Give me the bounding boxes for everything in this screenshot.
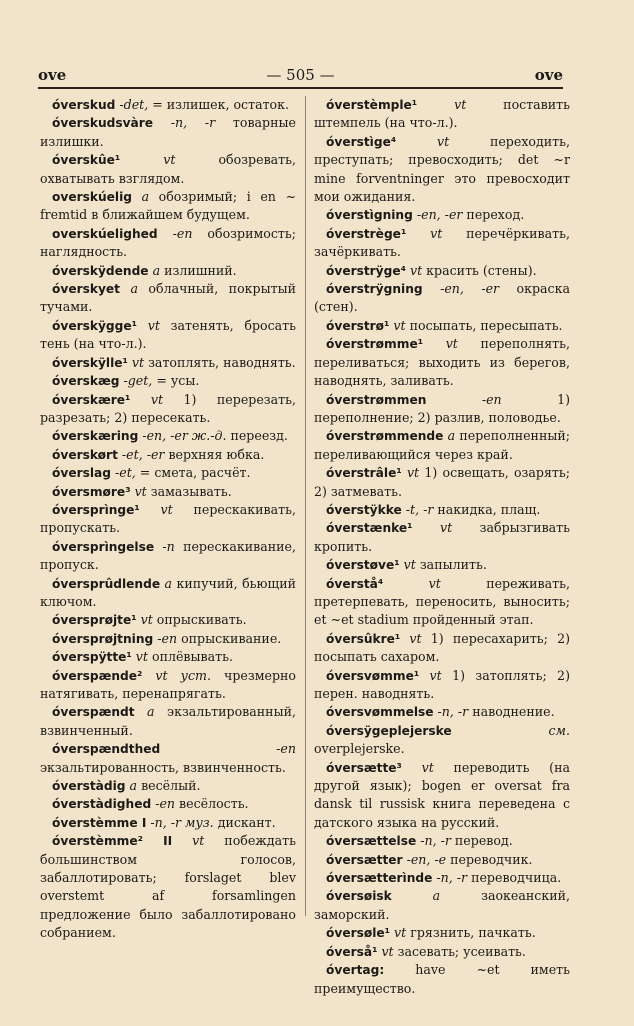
dictionary-entry: [40, 188, 296, 225]
entry-translation: забрызгивать кропить.: [314, 520, 570, 554]
entry-headword: óversættelse: [326, 834, 417, 849]
dictionary-entry: [40, 483, 296, 501]
entry-translation: переживать, претерпевать, переносить, выносить; et ~et stadium пройденный этап.: [314, 575, 570, 628]
entry-headword: óversprøjtning: [52, 631, 154, 646]
entry-grammar: a: [432, 888, 441, 904]
dictionary-entry: [314, 832, 570, 850]
entry-headword: óverskÿdende: [52, 263, 149, 278]
entry-translation: экзальтированность, взвинченность.: [40, 759, 286, 775]
dictionary-entry: [40, 832, 296, 942]
dictionary-entry: [314, 667, 570, 704]
entry-grammar: vt: [192, 833, 205, 849]
entry-translation: 1) переполнение; 2) разлив, половодье.: [314, 391, 570, 425]
dictionary-entry: [314, 630, 570, 667]
entry-grammar: vt: [429, 667, 442, 683]
entry-grammar: vt: [436, 133, 450, 149]
entry-headword: óversÿgeplejerske: [326, 723, 452, 738]
entry-headword: óverstrÿge⁴: [326, 263, 406, 278]
dictionary-entry: [314, 317, 570, 335]
entry-grammar: vt: [403, 557, 416, 573]
entry-headword: óverstìge⁴: [326, 134, 397, 149]
entry-headword: óversøisk: [326, 889, 392, 904]
entry-translation: переводить (на другой язык); bogen er oversat fra dansk til russisk книга переведена с датского языка на русский.: [314, 759, 570, 830]
entry-translation: поставить штемпель (на что-л.).: [314, 97, 570, 131]
entry-translation: верхняя юбка.: [164, 446, 265, 462]
entry-headword: óverstrège¹: [326, 226, 407, 241]
entry-translation: запылить.: [415, 557, 487, 573]
entry-translation: 1) перерезать, разрезать; 2) пересекать.: [40, 391, 296, 425]
dictionary-entry: [314, 206, 570, 224]
dictionary-entry: [314, 225, 570, 262]
entry-headword: óverskørt: [52, 447, 118, 462]
entry-translation: = усы.: [152, 373, 200, 389]
entry-translation: заокеанский, заморский.: [314, 888, 570, 922]
entry-translation: товарные излишки.: [40, 115, 296, 149]
dictionary-entry: [40, 648, 296, 666]
entry-grammar: -en, -er: [416, 207, 463, 223]
entry-grammar: vt: [131, 354, 145, 370]
entry-grammar: vt: [409, 630, 422, 646]
entry-translation: грязнить, пачкать.: [406, 925, 536, 941]
entry-grammar: -t, -r: [405, 501, 434, 517]
entry-translation: переполнять, переливаться; выходить из берегов, наводнять, заливать.: [314, 336, 570, 389]
entry-headword: óversûkre¹: [326, 631, 401, 646]
entry-headword: óversprìngelse: [52, 539, 155, 554]
entry-translation: опрыскивать.: [152, 612, 247, 628]
entry-translation: обозревать, охватывать взглядом.: [40, 152, 296, 186]
entry-grammar: vt: [421, 759, 434, 775]
entry-grammar: vt: [163, 152, 176, 168]
entry-translation: have ~et иметь преимущество.: [314, 962, 570, 996]
header-right-guideword: ove: [534, 66, 563, 84]
dictionary-entry: [314, 464, 570, 501]
dictionary-entry: [40, 114, 296, 151]
dictionary-entry: [314, 759, 570, 833]
dictionary-entry: [314, 887, 570, 924]
entry-headword: óverstèmme I: [52, 815, 147, 830]
dictionary-entry: [40, 814, 296, 832]
dictionary-entry: [314, 335, 570, 390]
entry-headword: óverskûe¹: [52, 153, 121, 168]
page-number: — 505 —: [266, 66, 335, 84]
dictionary-entry: [314, 280, 570, 317]
entry-headword: óversprûdlende: [52, 576, 161, 591]
entry-headword: óverspændt: [52, 705, 135, 720]
entry-translation: чрезмерно натягивать, перенапрягать.: [40, 667, 296, 701]
dictionary-entry: [40, 740, 296, 777]
entry-headword: óverstrâle¹: [326, 466, 402, 481]
entry-grammar: -n, -r: [170, 115, 216, 131]
dictionary-entry: [40, 538, 296, 575]
entry-headword: óverskudsvàre: [52, 116, 154, 131]
dictionary-entry: [314, 556, 570, 574]
entry-translation: = излишек, остаток.: [148, 97, 290, 112]
entry-headword: óverstÿkke: [326, 502, 402, 517]
entry-translation: обозримый; i en ~ fremtid в ближайшем будущем.: [40, 189, 296, 223]
entry-grammar: vt: [454, 97, 467, 112]
entry-grammar: -get,: [123, 373, 153, 389]
dictionary-entry: [314, 869, 570, 887]
entry-grammar: -en: [276, 741, 296, 757]
dictionary-entry: [40, 151, 296, 188]
entry-grammar: vt: [147, 317, 160, 333]
entry-translation: затоплять, наводнять.: [144, 354, 296, 370]
entry-headword: óverspænde²: [52, 668, 143, 683]
entry-headword: óvertag:: [326, 963, 385, 978]
entry-grammar: vt: [393, 317, 406, 333]
entry-headword: óverstrømmen: [326, 392, 427, 407]
dictionary-entry: [40, 446, 296, 464]
dictionary-entry: [314, 262, 570, 280]
entry-headword: óverstrømmende: [326, 429, 444, 444]
entry-headword: overskúelighed: [52, 226, 158, 241]
entry-headword: óversmøre³: [52, 484, 131, 499]
entry-grammar: vt: [406, 465, 420, 481]
entry-translation: красить (стены).: [422, 262, 537, 278]
entry-grammar: -en: [172, 225, 193, 241]
entry-grammar: -et, -er: [121, 446, 165, 462]
dictionary-entry: [314, 427, 570, 464]
entry-translation: перечёркивать, зачёркивать.: [314, 225, 570, 260]
dictionary-entry: [314, 575, 570, 630]
entry-grammar: -en, -er: [440, 281, 500, 297]
dictionary-entry: [40, 611, 296, 629]
entry-translation: накидка, плащ.: [433, 501, 541, 517]
entry-translation: переводчица.: [467, 870, 562, 886]
column-separator: [305, 96, 306, 916]
dictionary-entry: [314, 391, 570, 428]
entry-grammar: -det,: [119, 97, 149, 112]
dictionary-entry: [40, 575, 296, 612]
entry-headword: óversvømmelse: [326, 705, 434, 720]
entry-headword: óverstøve¹: [326, 558, 400, 573]
entry-grammar: a: [447, 428, 456, 444]
entry-translation: засевать; усеивать.: [393, 943, 526, 959]
entry-translation: затенять, бросать тень (на что-л.).: [40, 317, 296, 352]
dictionary-entry: [40, 667, 296, 704]
entry-headword: óverskÿgge¹: [52, 318, 137, 333]
entry-translation: overplejerske.: [314, 741, 405, 757]
entry-grammar: -n, -r: [436, 870, 468, 886]
entry-translation: переезд.: [226, 428, 288, 444]
entry-grammar: см.: [548, 722, 570, 738]
entry-grammar: -en: [481, 391, 502, 407]
entry-headword: óverstìgning: [326, 208, 413, 223]
entry-grammar: vt: [394, 925, 407, 941]
entry-headword: óverså¹: [326, 944, 378, 959]
entry-grammar: vt: [135, 649, 148, 665]
entry-translation: излишний.: [160, 262, 237, 278]
entry-grammar: vt: [140, 612, 153, 628]
entry-grammar: -en, -e: [406, 851, 447, 867]
entry-grammar: vt: [381, 943, 394, 959]
entry-translation: экзальтированный, взвинченный.: [40, 704, 296, 738]
entry-headword: óverskære¹: [52, 392, 131, 407]
entry-headword: óversætter: [326, 852, 403, 867]
entry-headword: óversøle¹: [326, 926, 391, 941]
dictionary-entry: [40, 630, 296, 648]
entry-translation: оплёвывать.: [147, 649, 233, 665]
entry-translation: 1) затоплять; 2) перен. наводнять.: [314, 667, 570, 701]
dictionary-entry: [40, 464, 296, 482]
entry-grammar: vt уст.: [155, 667, 211, 683]
dictionary-entry: [314, 133, 570, 207]
entry-grammar: a: [129, 778, 138, 794]
entry-headword: óverslag: [52, 466, 111, 481]
entry-translation: 1) пересахарить; 2) посыпать сахаром.: [314, 630, 570, 665]
left-column: [40, 96, 296, 943]
entry-headword: óverskyet: [52, 282, 120, 297]
entry-translation: перескакивать, пропускать.: [40, 501, 296, 536]
right-column: [314, 96, 570, 998]
entry-translation: переход.: [462, 207, 525, 223]
entry-grammar: -n, -r муз.: [150, 814, 214, 830]
entry-headword: óverstàdighed: [52, 797, 152, 812]
entry-translation: перевод.: [450, 833, 513, 849]
dictionary-entry: [40, 703, 296, 740]
entry-translation: облачный, покрытый тучами.: [40, 281, 296, 315]
entry-grammar: a: [130, 281, 138, 297]
entry-headword: óverspÿtte¹: [52, 650, 132, 665]
entry-headword: óverstèmple¹: [326, 98, 418, 112]
entry-grammar: a: [152, 262, 161, 278]
dictionary-entry: [40, 372, 296, 390]
entry-grammar: -en: [155, 796, 176, 812]
dictionary-entry: [40, 777, 296, 795]
entry-grammar: -en, -er ж.-д.: [142, 428, 227, 444]
dictionary-entry: [314, 703, 570, 721]
header-rule: [38, 87, 563, 89]
entry-grammar: -n: [162, 538, 175, 554]
entry-translation: переходить, преступать; превосходить; det ~r mine forventninger это превосходит мои ожидания.: [314, 133, 570, 205]
entry-translation: весёлый.: [137, 778, 201, 794]
entry-headword: óverstàdig: [52, 779, 126, 794]
entry-translation: перескакивание, пропуск.: [40, 538, 296, 573]
entry-translation: дискант.: [213, 814, 276, 830]
dictionary-entry: [40, 280, 296, 317]
entry-headword: óverstænke¹: [326, 521, 413, 536]
entry-grammar: -et,: [115, 465, 136, 481]
entry-headword: óverskÿlle¹: [52, 355, 128, 370]
entry-headword: óverspændthed: [52, 742, 161, 757]
entry-grammar: vt: [430, 225, 443, 241]
entry-grammar: vt: [134, 483, 147, 499]
entry-headword: óverskud: [52, 98, 116, 112]
dictionary-entry: [40, 427, 296, 445]
dictionary-entry: [40, 96, 296, 114]
entry-grammar: vt: [160, 501, 173, 517]
entry-grammar: -n, -r: [437, 704, 469, 720]
entry-headword: overskúelig: [52, 190, 132, 205]
dictionary-entry: [314, 722, 570, 759]
entry-headword: óversprøjte¹: [52, 613, 137, 628]
entry-translation: окраска (стен).: [314, 281, 570, 315]
entry-grammar: a: [147, 704, 155, 720]
entry-grammar: a: [164, 575, 173, 591]
entry-headword: óverstrømme¹: [326, 337, 424, 352]
dictionary-entry: [314, 961, 570, 998]
entry-grammar: vt: [150, 391, 164, 407]
entry-translation: переполненный; переливающийся через край.: [314, 428, 570, 462]
dictionary-entry: [314, 943, 570, 961]
entry-grammar: vt: [428, 575, 441, 591]
entry-grammar: -en: [157, 630, 178, 646]
header-left-guideword: ove: [38, 66, 67, 84]
dictionary-entry: [40, 501, 296, 538]
entry-headword: óverstrø¹: [326, 318, 390, 333]
dictionary-entry: [314, 501, 570, 519]
entry-grammar: vt: [445, 336, 458, 352]
dictionary-entry: [314, 924, 570, 942]
entry-headword: óverstrÿgning: [326, 282, 423, 297]
entry-translation: замазывать.: [146, 483, 232, 499]
entry-grammar: -n, -r: [420, 833, 451, 849]
dictionary-entry: [40, 317, 296, 354]
entry-translation: 1) освещать, озарять; 2) затмевать.: [314, 465, 570, 499]
dictionary-entry: [40, 391, 296, 428]
entry-translation: побеждать большинством голосов, забаллотировать; forslaget blev overstemt af forsamlingen предложение было забаллотировано собранием.: [40, 833, 296, 941]
entry-headword: óverskæg: [52, 374, 120, 389]
running-header: [38, 64, 563, 86]
entry-headword: óversætterìnde: [326, 871, 433, 886]
entry-translation: переводчик.: [446, 851, 533, 867]
entry-translation: посыпать, пересыпать.: [405, 317, 563, 333]
dictionary-entry: [40, 262, 296, 280]
dictionary-entry: [314, 96, 570, 133]
dictionary-entry: [40, 354, 296, 372]
entry-grammar: a: [141, 189, 150, 205]
entry-headword: óverskæring: [52, 429, 139, 444]
entry-headword: óversvømme¹: [326, 668, 420, 683]
entry-grammar: vt: [440, 520, 453, 536]
entry-headword: óverstå⁴: [326, 576, 384, 591]
entry-translation: обозримость; наглядность.: [40, 225, 296, 260]
entry-translation: опрыскивание.: [177, 630, 282, 646]
entry-grammar: vt: [409, 262, 423, 278]
entry-headword: óverstèmme² II: [52, 834, 173, 849]
dictionary-entry: [40, 795, 296, 813]
dictionary-entry: [314, 851, 570, 869]
entry-headword: óversprìnge¹: [52, 502, 140, 517]
entry-translation: весёлость.: [175, 796, 249, 812]
dictionary-entry: [314, 519, 570, 556]
entry-translation: = смета, расчёт.: [135, 465, 251, 481]
entry-translation: наводнение.: [468, 704, 555, 720]
entry-headword: óversætte³: [326, 760, 402, 775]
entry-translation: кипучий, бьющий ключом.: [40, 575, 296, 609]
dictionary-entry: [40, 225, 296, 262]
